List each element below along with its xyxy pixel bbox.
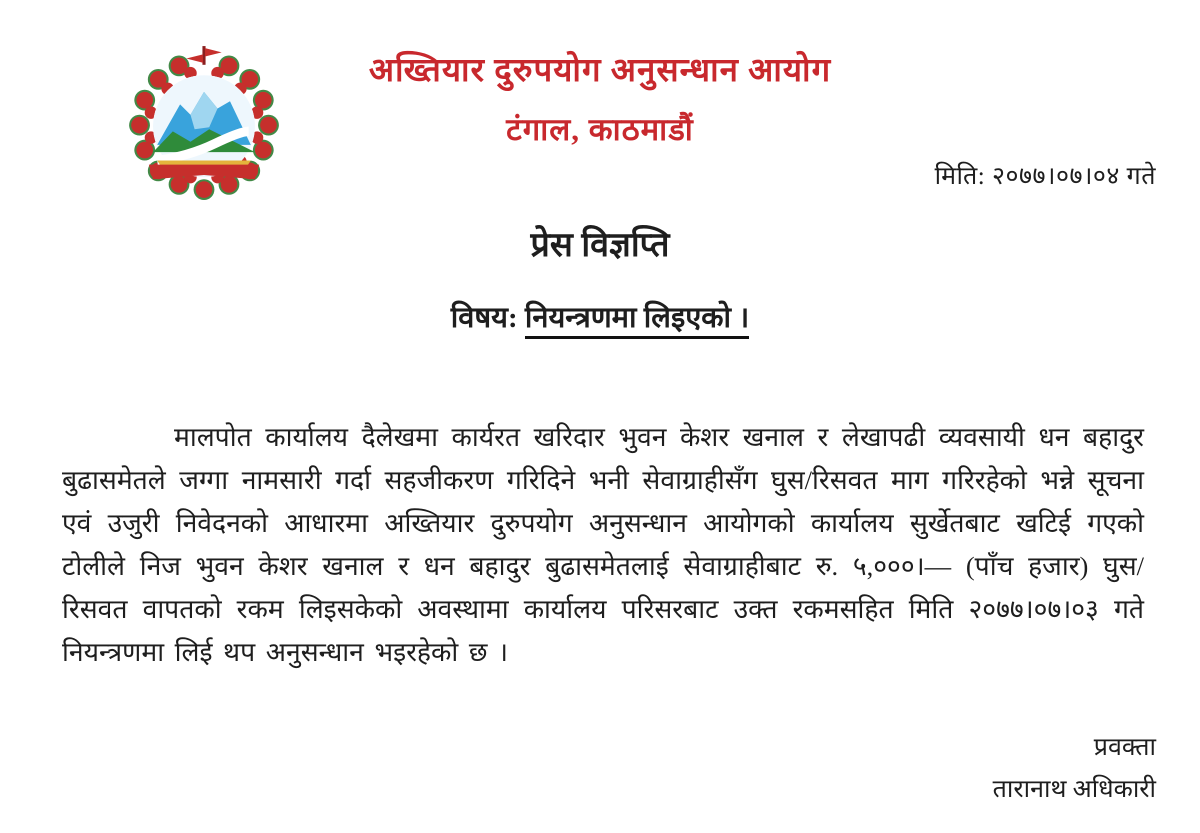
org-address: टंगाल, काठमाडौं: [506, 112, 694, 147]
subject-line: [0, 297, 1200, 336]
body-paragraph: मालपोत कार्यालय दैलेखमा कार्यरत खरिदार भुवन केशर खनाल र लेखापढी व्यवसायी धन बहादुर बुढासमेतले जग्गा नामसारी गर्दा सहजीकरण गरिदिने भनी सेवाग्राहीसँग घुस/रिसवत माग गरिरहेको भन्ने सूचना एवं उजुरी निवेदनको आधारमा अख्तियार दुरुपयोग अनुसन्धान आयोगको कार्यालय सुर्खेतबाट खटिई गएको टोलीले निज भुवन केशर खनाल र धन बहादुर बुढासमेतलाई सेवाग्राहीबाट रु. ५,०००।— (पाँच हजार) घुस/रिसवत वापतको रकम लिइसकेको अवस्थामा कार्यालय परिसरबाट उक्त रकमसहित मिति २०७७।०७।०३ गते नियन्त्रणमा लिई थप अनुसन्धान भइरहेको छ ।: [62, 422, 1144, 667]
signature-name: तारानाथ अधिकारी: [992, 776, 1156, 803]
org-name: अख्तियार दुरुपयोग अनुसन्धान आयोग: [368, 53, 832, 89]
signature-role: प्रवक्ता: [1093, 734, 1156, 761]
subject-label: विषय:: [450, 302, 525, 334]
subject-text: नियन्त्रणमा लिइएको ।: [525, 302, 749, 339]
date-line: मिति: २०७७।०७।०४ गते: [934, 163, 1156, 190]
document-title: प्रेस विज्ञप्ति: [530, 227, 670, 264]
signature-block: [993, 727, 1156, 811]
